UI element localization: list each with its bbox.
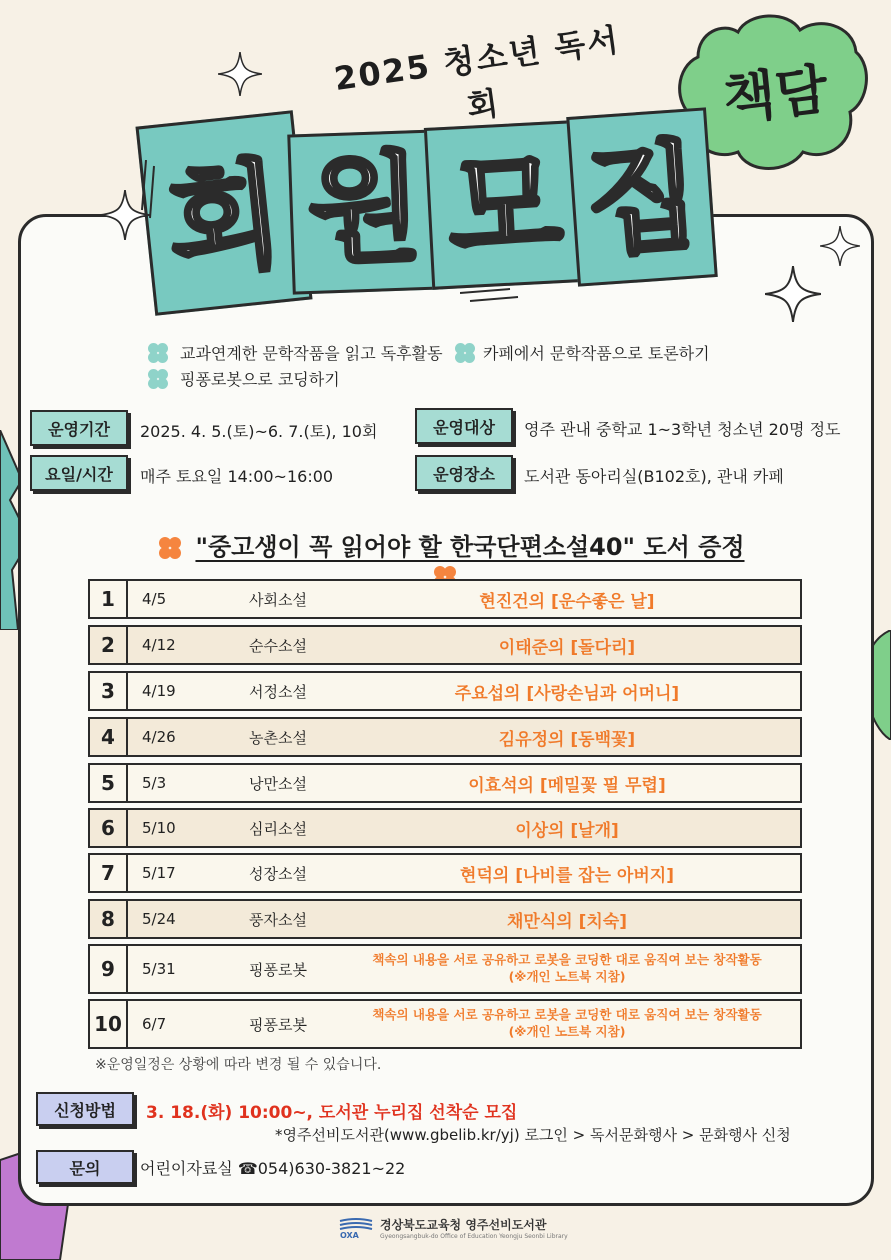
schedule-row-4	[88, 717, 802, 757]
row-book	[338, 952, 800, 986]
row-number: 4	[90, 719, 128, 755]
row-book: 현진건의 [운수좋은 날]	[479, 591, 655, 612]
schedule-row-8	[88, 899, 802, 939]
row-book: 현덕의 [나비를 잡는 아버지]	[460, 865, 674, 886]
row-book-line1: 책속의 내용을 서로 공유하고 로봇을 코딩한 대로 움직여 보는 창작활동	[372, 1007, 762, 1023]
schedule-row-7	[88, 853, 802, 893]
clover-icon	[455, 343, 475, 363]
period-value: 2025. 4. 5.(토)~6. 7.(토), 10회	[140, 422, 378, 441]
headline-char-3: 모	[444, 135, 566, 279]
sparkle-icon	[218, 52, 262, 96]
row-date: 5/10	[142, 819, 176, 837]
bullet-item-2	[455, 341, 710, 364]
day-tag: 요일/시간	[30, 455, 128, 491]
bullet-item-3	[148, 367, 340, 390]
footer-logo	[338, 1216, 568, 1240]
row-date: 5/17	[142, 864, 176, 882]
row-genre: 농촌소설	[249, 728, 307, 747]
row-date: 6/7	[142, 1015, 167, 1033]
row-number: 10	[90, 1001, 128, 1047]
row-date: 4/5	[142, 590, 167, 608]
row-number: 1	[90, 581, 128, 617]
sparkle-icon	[765, 266, 821, 322]
library-logo-icon	[338, 1217, 374, 1239]
row-date: 4/26	[142, 728, 176, 746]
row-number: 9	[90, 946, 128, 992]
sparkle-icon	[100, 190, 150, 240]
row-date: 5/31	[142, 960, 176, 978]
contact-value: 어린이자료실 ☎054)630-3821~22	[140, 1159, 406, 1178]
row-date: 5/24	[142, 910, 176, 928]
row-book: 이태준의 [돌다리]	[498, 637, 636, 658]
schedule-row-1	[88, 579, 802, 619]
accent-lines	[460, 285, 520, 305]
row-genre: 낭만소설	[249, 774, 307, 793]
orange-clover-icon	[159, 537, 181, 559]
subtitle-text: 2025 청소년 독서회	[331, 20, 623, 126]
row-genre: 순수소설	[249, 636, 307, 655]
row-date: 4/19	[142, 682, 176, 700]
target-value: 영주 관내 중학교 1~3학년 청소년 20명 정도	[524, 420, 841, 439]
schedule-row-10	[88, 999, 802, 1049]
row-book-line2: (※개인 노트북 지참)	[508, 1024, 626, 1039]
row-date: 4/12	[142, 636, 176, 654]
schedule-row-2	[88, 625, 802, 665]
contact-tag: 문의	[36, 1150, 134, 1184]
schedule-row-9	[88, 944, 802, 994]
bullet-item-1	[148, 341, 443, 364]
bullet-text-3: 핑퐁로봇으로 코딩하기	[180, 370, 340, 389]
footer-org: 경상북도교육청 영주선비도서관	[380, 1218, 547, 1232]
row-genre: 핑퐁로봇	[249, 960, 307, 979]
sparkle-icon	[820, 226, 860, 266]
row-genre: 성장소설	[249, 864, 307, 883]
schedule-note: ※운영일정은 상황에 따라 변경 될 수 있습니다.	[95, 1057, 382, 1073]
row-genre: 풍자소설	[249, 910, 307, 929]
row-number: 3	[90, 673, 128, 709]
schedule-row-6	[88, 808, 802, 848]
row-genre: 핑퐁로봇	[249, 1015, 307, 1034]
clover-icon	[148, 343, 168, 363]
badge-text: 책담	[720, 57, 831, 132]
apply-value: 3. 18.(화) 10:00~, 도서관 누리집 선착순 모집	[146, 1103, 518, 1123]
footer-org-en: Gyeongsangbuk-do Office of Education Yeongju Seonbi Library	[380, 1233, 568, 1240]
row-book: 이효석의 [메밀꽃 필 무렵]	[468, 775, 666, 796]
clover-icon	[148, 369, 168, 389]
apply-sub: *영주선비도서관(www.gbelib.kr/yj) 로그인 > 독서문화행사 > 문화행사 신청	[275, 1126, 791, 1144]
row-number: 2	[90, 627, 128, 663]
row-book-line1: 책속의 내용을 서로 공유하고 로봇을 코딩한 대로 움직여 보는 창작활동	[372, 952, 762, 968]
place-value: 도서관 동아리실(B102호), 관내 카페	[524, 467, 784, 486]
bullet-text-1: 교과연계한 문학작품을 읽고 독후활동	[180, 344, 443, 363]
row-book	[338, 1007, 800, 1041]
row-number: 5	[90, 765, 128, 801]
row-book: 이상의 [날개]	[515, 820, 619, 841]
apply-tag: 신청방법	[36, 1092, 134, 1126]
row-genre: 서정소설	[249, 682, 307, 701]
day-value: 매주 토요일 14:00~16:00	[140, 467, 334, 486]
row-book-line2: (※개인 노트북 지참)	[508, 969, 626, 984]
row-book: 주요섭의 [사랑손님과 어머니]	[454, 683, 680, 704]
target-tag: 운영대상	[415, 408, 513, 444]
row-book: 채만식의 [치숙]	[507, 911, 627, 932]
gift-title-text: "중고생이 꼭 읽어야 할 한국단편소설40" 도서 증정	[195, 533, 745, 561]
place-tag: 운영장소	[415, 455, 513, 491]
logo-text: OXA	[340, 1231, 359, 1239]
row-book: 김유정의 [동백꽃]	[498, 729, 636, 750]
headline-char-4: 집	[581, 126, 705, 272]
row-number: 6	[90, 810, 128, 846]
headline-char-1: 회	[161, 144, 289, 294]
row-date: 5/3	[142, 774, 167, 792]
schedule-row-3	[88, 671, 802, 711]
bullet-text-2: 카페에서 문학작품으로 토론하기	[483, 344, 710, 363]
period-tag: 운영기간	[30, 410, 128, 446]
row-genre: 심리소설	[249, 819, 307, 838]
headline-char-2: 원	[305, 138, 425, 280]
schedule-row-5	[88, 763, 802, 803]
row-number: 7	[90, 855, 128, 891]
row-number: 8	[90, 901, 128, 937]
row-genre: 사회소설	[249, 590, 307, 609]
